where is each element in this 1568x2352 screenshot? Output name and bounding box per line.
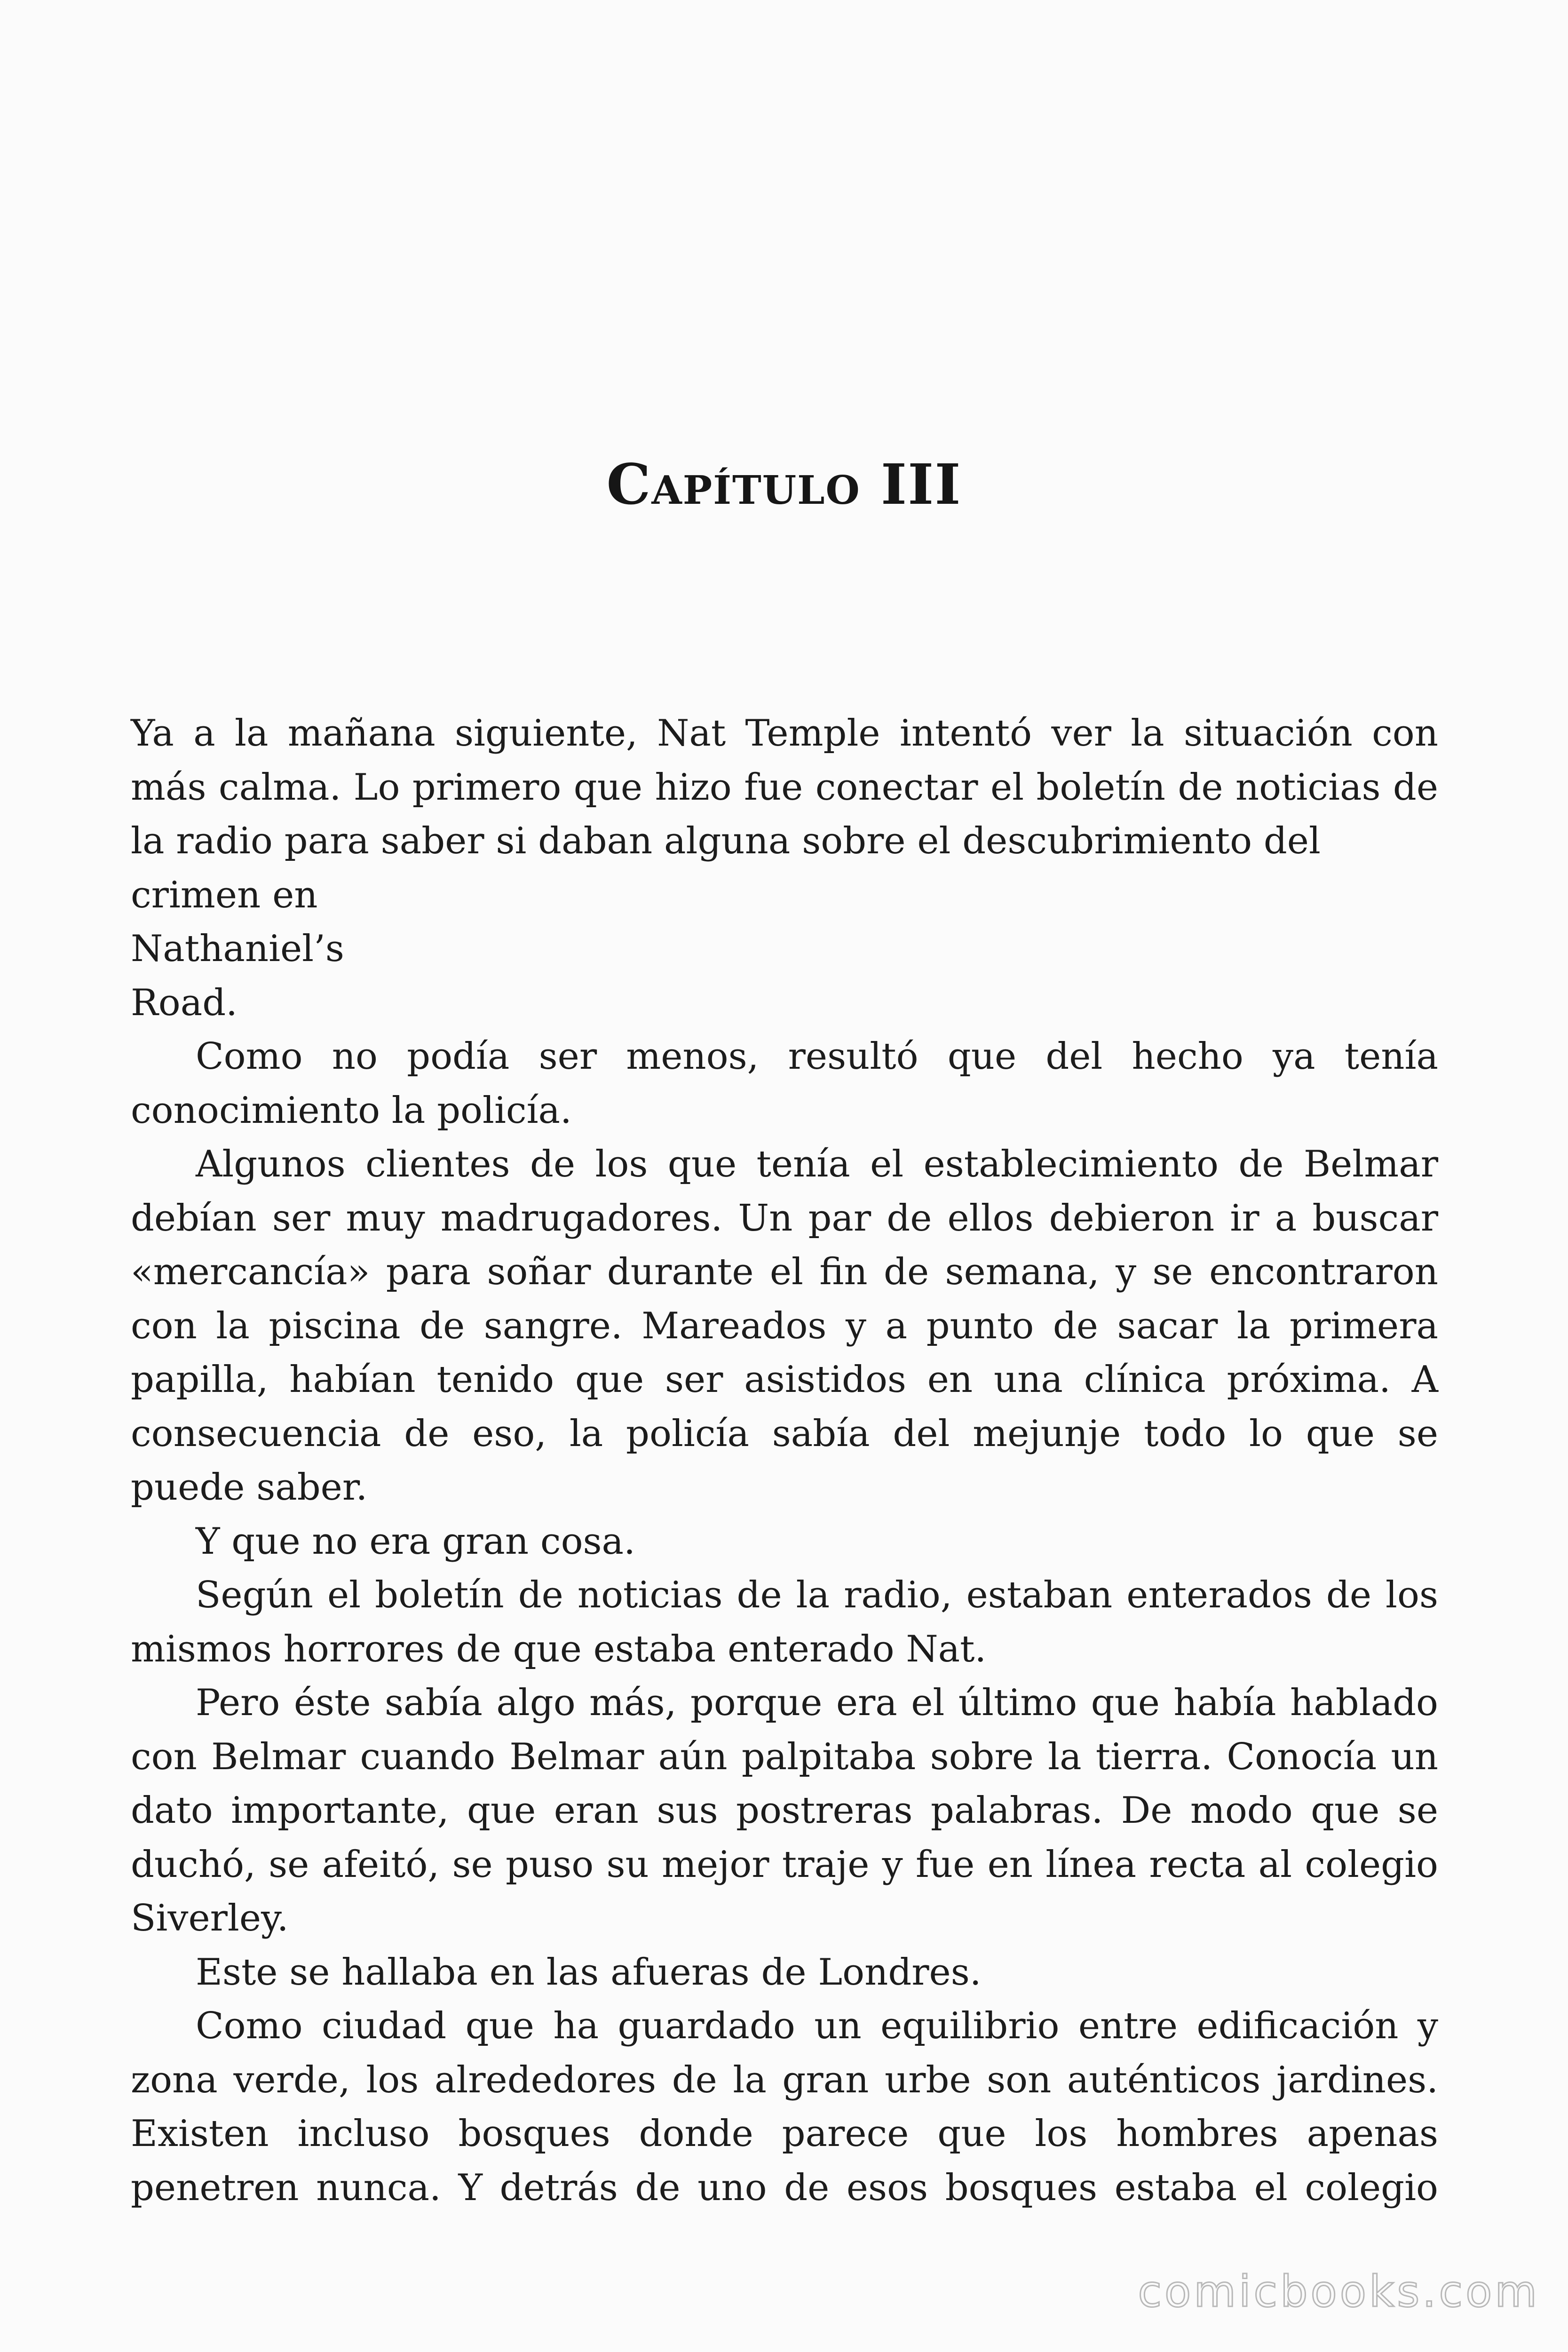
paragraph-line: crimen en bbox=[131, 874, 318, 916]
watermark: comicbooks.com bbox=[1138, 2266, 1540, 2317]
paragraph: Pero éste sabía algo más, porque era el último que había hablado con Belmar cuando Belmar aún palpitaba sobre la tierra. Conocía un dato importante, que eran sus postreras palabras. De modo que se duchó, se afeitó, se puso su mejor traje y fue en línea recta al colegio Siverley. bbox=[131, 1682, 1438, 1939]
paragraph: Como ciudad que ha guardado un equilibrio entre edificación y zona verde, los alrededores de la gran urbe son auténticos jardines. Existen incluso bosques donde parece que los hombres apenas penetren nunca. Y detrás de uno de esos bosques estaba el colegio bbox=[131, 2005, 1438, 2209]
paragraph-line: Road. bbox=[131, 981, 238, 1024]
body-text bbox=[131, 707, 1438, 2215]
paragraph-line: Nathaniel’s bbox=[131, 928, 344, 970]
paragraph: Y que no era gran cosa. bbox=[196, 1520, 635, 1563]
paragraph: Este se hallaba en las afueras de Londres. bbox=[196, 1951, 982, 1994]
paragraph: Ya a la mañana siguiente, Nat Temple intentó ver la situación con más calma. Lo primero que hizo fue conectar el boletín de noticias de la radio para saber si daban alguna sobre el descubrimiento del bbox=[131, 712, 1438, 862]
paragraph: Algunos clientes de los que tenía el establecimiento de Belmar debían ser muy madrugadores. Un par de ellos debieron ir a buscar «mercancía» para soñar durante el fin de semana, y se encontraron con la piscina de sangre. Mareados y a punto de sacar la primera papilla, habían tenido que ser asistidos en una clínica próxima. A consecuencia de eso, la policía sabía del mejunje todo lo que se puede saber. bbox=[131, 1143, 1438, 1509]
paragraph: Según el boletín de noticias de la radio, estaban enterados de los mismos horrores de que estaba enterado Nat. bbox=[131, 1574, 1438, 1670]
paragraph: Como no podía ser menos, resultó que del hecho ya tenía conocimiento la policía. bbox=[131, 1035, 1438, 1132]
chapter-title: Capítulo III bbox=[606, 452, 962, 517]
